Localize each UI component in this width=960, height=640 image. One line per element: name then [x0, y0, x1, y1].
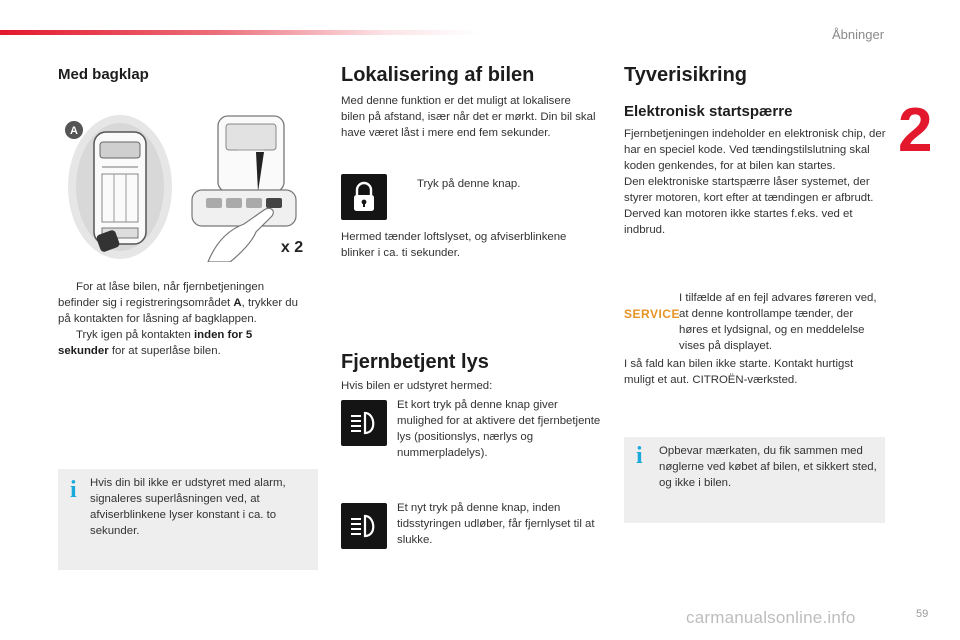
- info-box-alarm: [58, 469, 318, 570]
- heading-elektronisk-startspaerre: Elektronisk startspærre: [624, 103, 793, 120]
- tailgate-lock-illustration: [58, 112, 308, 262]
- short-press-text: Et kort tryk på denne knap giver mulighed for at aktivere det fjernbetjente lys (positionslys, nærlys og nummerpladelys).: [397, 399, 601, 459]
- illustration-label-a: A: [70, 125, 78, 137]
- lock-button-icon: [341, 174, 387, 220]
- bullet-lock: For at låse bilen, når fjernbetjeningen befinder sig i registreringsområdet A, trykker du på kontakten for låsning af bagklappen.: [58, 281, 298, 325]
- fjernbetjent-intro: Hvis bilen er udstyret hermed:: [341, 380, 493, 392]
- header-accent-bar: [0, 30, 480, 35]
- info-text-alarm: Hvis din bil ikke er udstyret med alarm, signaleres superlåsningen ved, at afviserblinkene lyser konstant i ca. to sekunder.: [90, 477, 286, 537]
- press-instruction: Tryk på denne knap.: [417, 178, 521, 190]
- illustration-multiplier: x 2: [280, 239, 304, 256]
- startspaerre-text: Fjernbetjeningen indeholder en elektronisk chip, der har en speciel kode. Ved tændingstilslutning skal koden genkendes, for at bilen kan startes. Den elektroniske startspærre låser systemet, der styrer motoren, kort efter at tændingen er afbrudt. Derved kan motoren ikke startes f.eks. ved et indbrud.: [624, 128, 886, 236]
- headlight-button-icon-2: [341, 503, 387, 549]
- fault-followup-text: I så fald kan bilen ikke starte. Kontakt hurtigst muligt et aut. CITROËN-værksted.: [624, 358, 854, 386]
- page-number: 59: [916, 608, 929, 620]
- watermark: carmanualsonline.info: [686, 608, 856, 627]
- info-icon: i: [70, 477, 77, 503]
- heading-med-bagklap: Med bagklap: [58, 66, 149, 83]
- heading-fjernbetjent-lys: Fjernbetjent lys: [341, 351, 489, 373]
- info-text-label: Opbevar mærkaten, du fik sammen med nøglerne ved købet af bilen, et sikkert sted, og ikke i bilen.: [659, 445, 877, 489]
- heading-tyverisikring: Tyverisikring: [624, 64, 748, 86]
- chapter-title: Åbninger: [832, 27, 885, 42]
- chapter-number: 2: [898, 96, 933, 165]
- info-box-label: [624, 437, 885, 523]
- fault-text: I tilfælde af en fejl advares føreren ved, at denne kontrollampe tænder, der høres et lydsignal, og en meddelelse vises på displayet.: [679, 292, 877, 352]
- headlight-button-icon-1: [341, 400, 387, 446]
- service-warning-icon: SERVICE: [624, 307, 680, 321]
- lokalisering-intro: Med denne funktion er det muligt at lokalisere bilen på afstand, især når det er mørkt. Din bil skal have været låst i mere end fem sekunder.: [341, 95, 596, 139]
- left-bullet-list: [58, 279, 303, 359]
- bullet-superlock: Tryk igen på kontakten inden for 5 sekunder for at superlåse bilen.: [58, 329, 253, 357]
- heading-lokalisering: Lokalisering af bilen: [341, 64, 535, 86]
- info-icon: i: [636, 443, 643, 469]
- lokalisering-result: Hermed tænder loftslyset, og afviserblinkene blinker i ca. ti sekunder.: [341, 231, 567, 259]
- second-press-text: Et nyt tryk på denne knap, inden tidsstyringen udløber, får fjernlyset til at slukke.: [397, 502, 595, 546]
